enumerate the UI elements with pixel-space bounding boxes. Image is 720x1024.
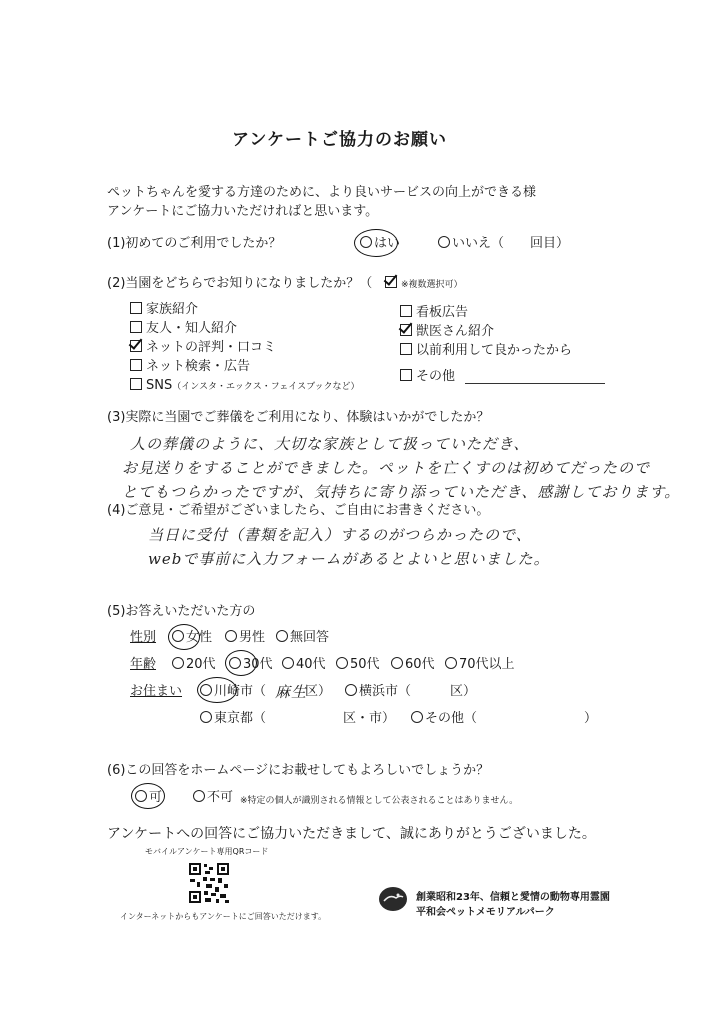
q2-option-previous[interactable]: 以前利用して良かったから xyxy=(400,343,572,359)
checkbox-icon xyxy=(400,324,412,336)
q3-answer-line-1: 人の葬儀のように、大切な家族として扱っていただき、 xyxy=(130,435,530,453)
company-logo-icon xyxy=(378,886,408,912)
radio-icon xyxy=(172,657,184,669)
address-option-yokohama[interactable]: 横浜市（ xyxy=(345,684,411,700)
q1-count-suffix: 回目） xyxy=(530,236,570,251)
intro-line-2: アンケートにご協力いただければと思います。 xyxy=(107,204,379,219)
q2-option-family[interactable]: 家族紹介 xyxy=(130,302,198,318)
radio-icon xyxy=(345,684,357,696)
checkbox-icon xyxy=(385,276,397,288)
address-option-kawasaki[interactable]: 川崎市（ xyxy=(200,684,266,700)
qr-code-icon[interactable] xyxy=(188,862,230,904)
age-option-70s-plus[interactable]: 70代以上 xyxy=(445,657,515,673)
q6-option-yes[interactable]: 可 xyxy=(135,790,162,806)
checkbox-icon xyxy=(400,305,412,317)
q1-option-yes[interactable]: はい xyxy=(360,236,400,252)
thanks-message: アンケートへの回答にご協力いただきまして、誠にありがとうございました。 xyxy=(107,826,596,842)
gender-option-none[interactable]: 無回答 xyxy=(276,630,329,646)
gender-option-male[interactable]: 男性 xyxy=(225,630,265,646)
address-ward-written: 麻生 xyxy=(275,683,308,701)
qr-note: インターネットからもアンケートにご回答いただけます。 xyxy=(120,912,327,921)
address-option-tokyo[interactable]: 東京都（ xyxy=(200,711,266,727)
page-title: アンケートご協力のお願い xyxy=(232,130,447,150)
q2-option-net-search[interactable]: ネット検索・広告 xyxy=(130,359,250,375)
hand-circle-mark xyxy=(131,783,165,809)
address-yokohama-suffix: 区） xyxy=(450,684,477,699)
address-ward-suffix: 区） xyxy=(305,684,332,699)
q3-answer-line-2: お見送りをすることができました。ペットを亡くすのは初めてだったので xyxy=(122,459,651,477)
address-other-suffix: ） xyxy=(584,711,598,726)
age-option-60s[interactable]: 60代 xyxy=(391,657,435,673)
checkbox-icon xyxy=(400,343,412,355)
gender-option-female[interactable]: 女性 xyxy=(172,630,212,646)
age-label: 年齢 xyxy=(130,657,157,672)
footer-tagline: 創業昭和23年、信頼と愛情の動物専用霊園 xyxy=(416,892,610,903)
q2-option-net-review[interactable]: ネットの評判・口コミ xyxy=(130,340,276,356)
radio-icon xyxy=(336,657,348,669)
radio-icon xyxy=(282,657,294,669)
address-option-other[interactable]: その他（ xyxy=(411,711,477,727)
checkbox-icon xyxy=(130,302,142,314)
address-tokyo-suffix: 区・市） xyxy=(343,711,396,726)
q4-answer-line-2: webで事前に入力フォームがあるとよいと思いました。 xyxy=(148,550,550,568)
intro-line-1: ペットちゃんを愛する方達のために、より良いサービスの向上ができる様 xyxy=(107,185,537,200)
q2-option-sns[interactable]: SNS（インスタ・エックス・フェイスブックなど） xyxy=(130,378,360,395)
qr-caption: モバイルアンケート専用QRコード xyxy=(145,847,269,856)
q2-multi-note: ※複数選択可） xyxy=(385,276,463,293)
hand-circle-mark xyxy=(197,677,237,703)
q6-option-no[interactable]: 不可 xyxy=(193,790,233,806)
checkbox-icon xyxy=(400,369,412,381)
q1-option-no[interactable]: いいえ（ xyxy=(438,236,504,252)
gender-label: 性別 xyxy=(130,630,157,645)
q4-label: (4)ご意見・ご希望がございましたら、ご自由にお書きください。 xyxy=(107,503,490,518)
radio-icon xyxy=(411,711,423,723)
radio-icon xyxy=(445,657,457,669)
checkbox-icon xyxy=(130,340,142,352)
age-option-30s[interactable]: 30代 xyxy=(229,657,273,673)
q2-other-line xyxy=(465,383,605,384)
radio-icon xyxy=(391,657,403,669)
q2-label: (2)当園をどちらでお知りになりましたか？（ xyxy=(107,276,373,291)
q6-note: ※特定の個人が識別される情報として公表されることはありません。 xyxy=(240,796,519,806)
hand-circle-mark xyxy=(354,229,398,257)
radio-icon xyxy=(200,711,212,723)
age-option-20s[interactable]: 20代 xyxy=(172,657,216,673)
q3-answer-line-3: とてもつらかったですが、気持ちに寄り添っていただき、感謝しております。 xyxy=(122,483,681,501)
checkbox-icon xyxy=(130,321,142,333)
radio-icon xyxy=(193,790,205,802)
q2-option-vet[interactable]: 獣医さん紹介 xyxy=(400,324,494,340)
q2-option-other[interactable]: その他 xyxy=(400,369,455,385)
checkbox-icon xyxy=(130,359,142,371)
q5-label: (5)お答えいただいた方の xyxy=(107,604,256,619)
radio-icon xyxy=(276,630,288,642)
radio-icon xyxy=(438,236,450,248)
q3-label: (3)実際に当園でご葬儀をご利用になり、体験はいかがでしたか？ xyxy=(107,410,490,425)
hand-circle-mark xyxy=(168,624,200,650)
checkbox-icon xyxy=(130,378,142,390)
q1-label: (1)初めてのご利用でしたか？ xyxy=(107,236,282,251)
age-option-40s[interactable]: 40代 xyxy=(282,657,326,673)
q6-label: (6)この回答をホームページにお載せしてもよろしいでしょうか？ xyxy=(107,763,490,778)
age-option-50s[interactable]: 50代 xyxy=(336,657,380,673)
q2-option-friend[interactable]: 友人・知人紹介 xyxy=(130,321,237,337)
hand-circle-mark xyxy=(225,650,257,676)
radio-icon xyxy=(225,630,237,642)
address-label: お住まい xyxy=(130,684,183,699)
q2-option-signboard[interactable]: 看板広告 xyxy=(400,305,468,321)
footer-company-name: 平和会ペットメモリアルパーク xyxy=(416,907,555,918)
q4-answer-line-1: 当日に受付（書類を記入）するのがつらかったので、 xyxy=(148,526,532,544)
